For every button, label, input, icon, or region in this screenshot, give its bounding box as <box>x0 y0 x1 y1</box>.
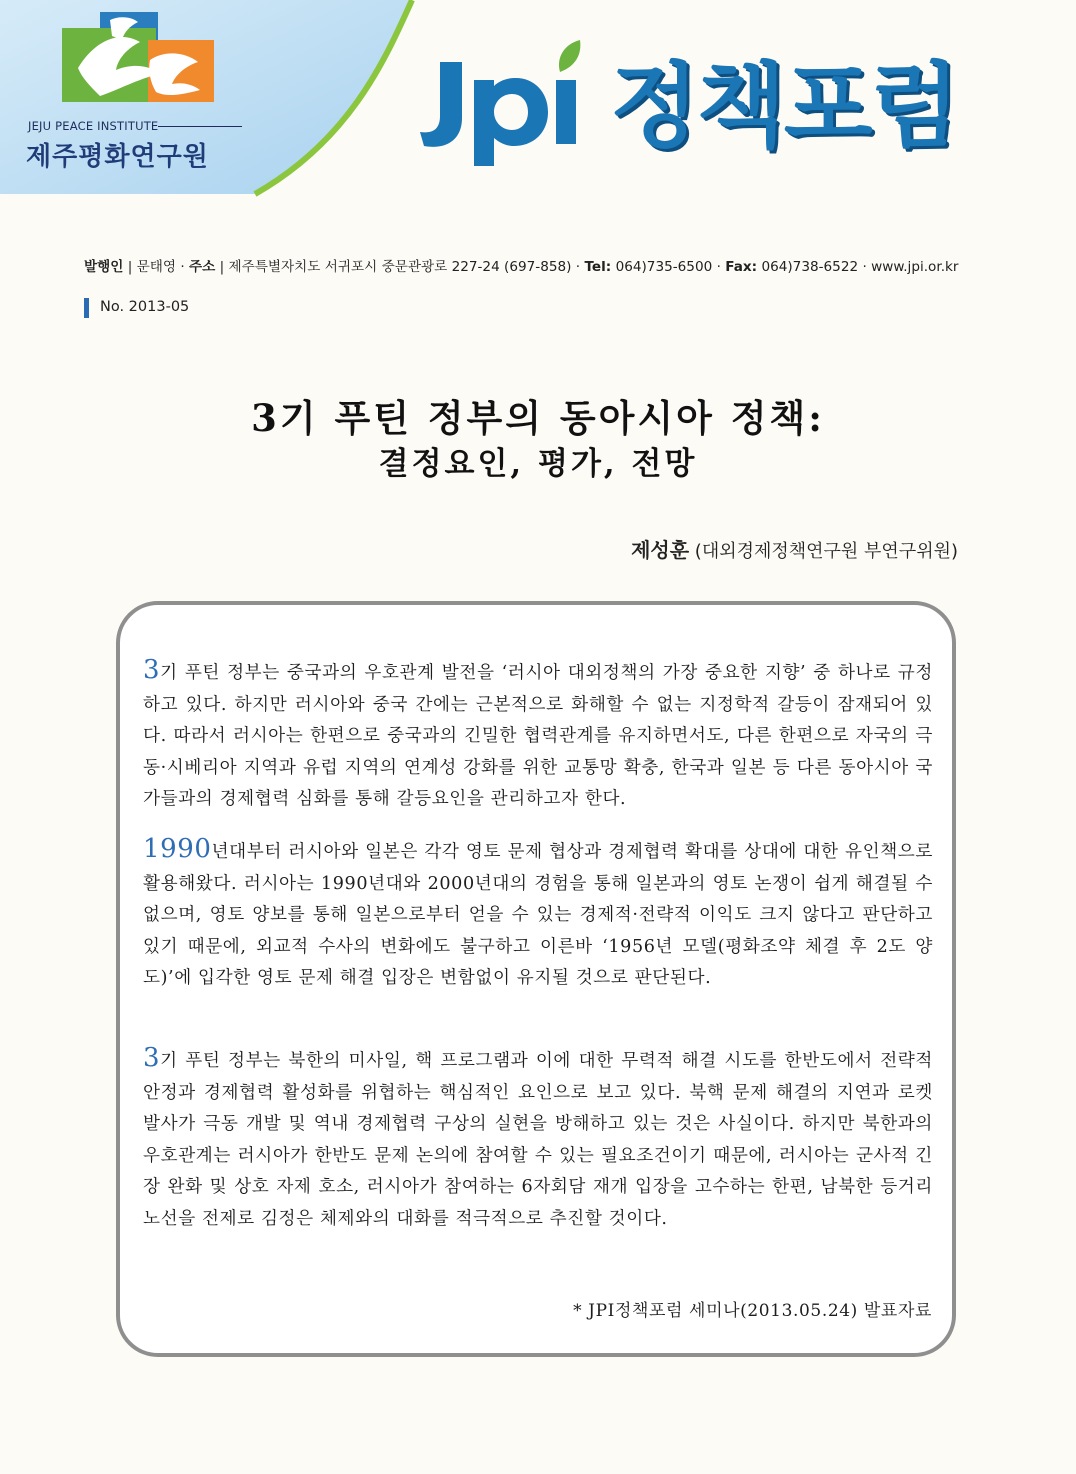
summary-paragraph-1 <box>143 655 933 816</box>
tel-label: Tel: <box>584 259 612 275</box>
author-line <box>631 534 958 563</box>
fax-label: Fax: <box>725 259 758 275</box>
publisher-label: 발행인 <box>84 259 124 275</box>
paragraph-lead: 3 <box>143 1043 161 1073</box>
website-link[interactable]: www.jpi.or.kr <box>871 259 959 275</box>
document-title: 3기 푸틴 정부의 동아시아 정책: <box>251 396 825 440</box>
fax-number: 064)738-6522 <box>761 259 859 275</box>
address-label: 주소 <box>189 259 216 275</box>
paragraph-lead: 1990 <box>143 834 212 864</box>
logo-text-english: JEJU PEACE INSTITUTE <box>28 119 159 133</box>
header-banner <box>0 0 1076 198</box>
paragraph-lead: 3 <box>143 655 161 685</box>
source-footnote: * JPI정책포럼 세미나(2013.05.24) 발표자료 <box>573 1301 932 1321</box>
issue-number: No. 2013-05 <box>100 299 190 315</box>
logo-divider <box>158 126 242 127</box>
author-name: 제성훈 <box>631 538 690 562</box>
issue-marker <box>84 298 89 318</box>
forum-title: 정책포럼 <box>610 53 958 160</box>
publisher-name: 문태영 <box>136 259 177 275</box>
summary-paragraph-2 <box>143 834 933 995</box>
address: 제주특별자치도 서귀포시 중문관광로 227-24 (697-858) <box>228 259 572 275</box>
document-subtitle: 결정요인, 평가, 전망 <box>378 446 698 482</box>
logo-text-korean: 제주평화연구원 <box>26 142 209 172</box>
tel-number: 064)735-6500 <box>615 259 713 275</box>
summary-paragraph-3 <box>143 1043 933 1235</box>
paragraph-text: 년대부터 러시아와 일본은 각각 영토 문제 협상과 경제협력 확대를 상대에 대한 유인책으로 활용해왔다. 러시아는 1990년대와 2000년대의 경험을 통해 일본과의 영토 논쟁이 쉽게 해결될 수 없으며, 영토 양보를 통해 일본으로부터 얻을 수 있는 경제적·전략적 이익도 크지 않다고 판단하고 있기 때문에, 외교적 수사의 변화에도 불구하고 이른바 ‘1956년 모델(평화조약 체결 후 2도 양도)’에 입각한 영토 문제 해결 입장은 변함없이 유지될 것으로 판단된다. <box>143 842 933 988</box>
paragraph-text: 기 푸틴 정부는 중국과의 우호관계 발전을 ‘러시아 대외정책의 가장 중요한 지향’ 중 하나로 규정하고 있다. 하지만 러시아와 중국 간에는 근본적으로 화해할 수 없는 지정학적 갈등이 잠재되어 있다. 따라서 러시아는 한편으로 중국과의 긴밀한 협력관계를 유지하면서도, 다른 한편으로 자국의 극동·시베리아 지역과 유럽 지역의 연계성 강화를 위한 교통망 확충, 한국과 일본 등 다른 동아시아 국가들과의 경제협력 심화를 통해 갈등요인을 관리하고자 한다. <box>143 663 933 809</box>
author-affiliation: (대외경제정책연구원 부연구위원) <box>694 541 958 562</box>
paragraph-text: 기 푸틴 정부는 북한의 미사일, 핵 프로그램과 이에 대한 무력적 해결 시도를 한반도에서 전략적 안정과 경제협력 활성화를 위협하는 핵심적인 요인으로 보고 있다. 북핵 문제 해결의 지연과 로켓 발사가 극동 개발 및 역내 경제협력 구상의 실현을 방해하고 있는 것은 사실이다. 하지만 북한과의 우호관계는 러시아가 한반도 문제 논의에 참여할 수 있는 필요조건이기 때문에, 러시아는 군사적 긴장 완화 및 상호 자제 호소, 러시아가 참여하는 6자회담 재개 입장을 고수하는 한편, 남북한 등거리 노선을 전제로 김정은 체제와의 대화를 적극적으로 추진할 것이다. <box>143 1051 933 1229</box>
publisher-info: 발행인 | 문태영 · 주소 | 제주특별자치도 서귀포시 중문관광로 227-24 (697-858) · Tel: 064)735-6500 · Fax: 064)738-6522 · www.jpi.or.kr <box>84 259 959 275</box>
